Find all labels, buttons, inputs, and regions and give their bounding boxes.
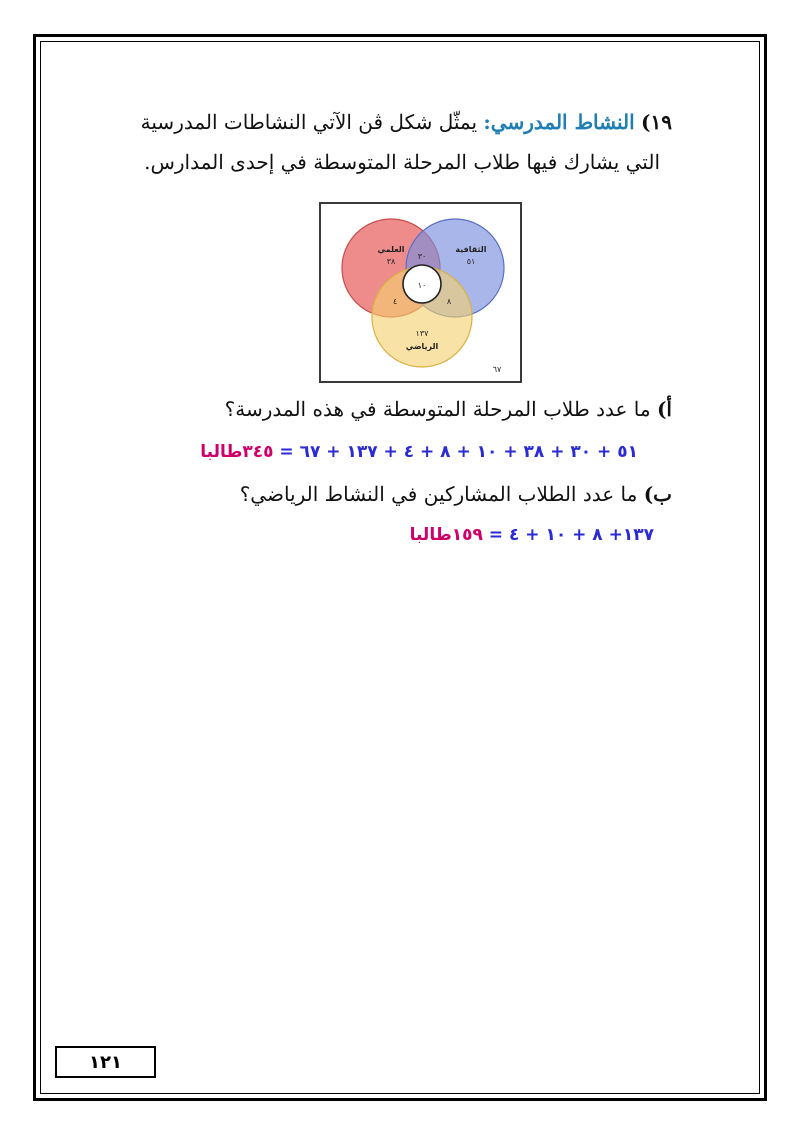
part-b-question [240,482,672,506]
venn-label-science: العلمي [377,245,405,254]
part-a-question [225,397,672,421]
part-a-answer [200,442,638,462]
part-b-answer [410,525,654,545]
page-border-inner [40,41,760,1094]
part-a-letter: أ) [656,397,672,421]
venn-value-culture-sport: ٨ [446,297,452,306]
page-number: ١٢١ [89,1051,122,1073]
venn-value-outside: ٦٧ [492,365,502,374]
question-label: النشاط المدرسي: [483,110,635,134]
venn-label-sport: الرياضي [405,342,439,351]
part-a-equation: ٥١ + ٣٠ + ٣٨ + ١٠ + ٨ + ٤ + ١٣٧ + ٦٧ = [279,442,638,462]
venn-diagram [319,202,522,383]
venn-value-science-sport: ٤ [392,297,398,306]
page-number-box [55,1046,156,1078]
venn-value-science-culture: ٣٠ [417,252,427,261]
part-b-text: ما عدد الطلاب المشاركين في النشاط الرياضي؟ [239,482,638,506]
part-b-equation: ١٣٧+ ٨ + ١٠ + ٤ = [488,525,654,545]
part-a-text: ما عدد طلاب المرحلة المتوسطة في هذه المدرسة؟ [224,397,651,421]
venn-value-sport-only: ١٣٧ [415,329,429,338]
question-line-2: التي يشارك فيها طلاب المرحلة المتوسطة في إحدى المدارس. [144,150,660,174]
part-b-result: ١٥٩طالبا [409,525,483,545]
venn-value-science-only: ٣٨ [386,257,396,266]
part-a-result: ٣٤٥طالبا [200,442,274,462]
venn-svg [321,204,520,381]
venn-value-culture-only: ٥١ [466,257,476,266]
part-b-letter: ب) [643,482,672,506]
venn-value-all-three: ١٠ [417,281,427,290]
venn-label-culture: الثقافية [455,245,487,254]
question-line-1 [141,110,672,134]
question-number: ١٩) [641,110,672,134]
question-text-1: يمثّل شكل ڤن الآتي النشاطات المدرسية [140,110,478,134]
